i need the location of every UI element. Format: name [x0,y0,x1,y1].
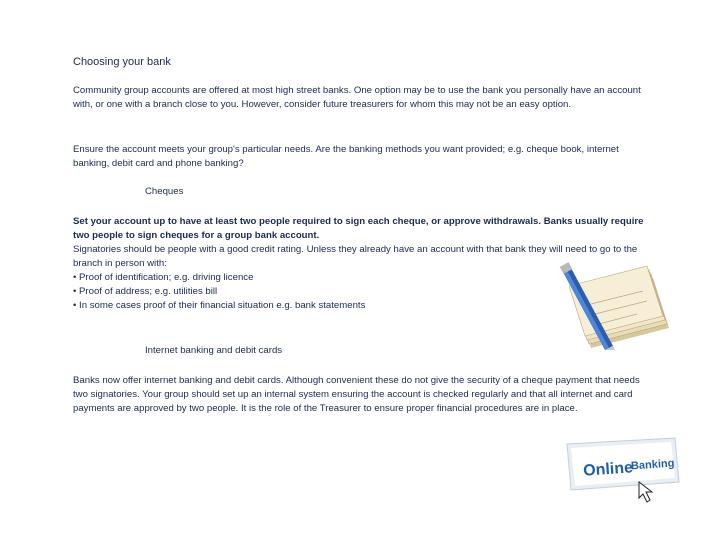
internet-heading: Internet banking and debit cards [145,345,283,356]
bullet-item: • Proof of address; e.g. utilities bill [73,286,218,297]
bullet-item: • Proof of identification; e.g. driving licence [73,272,254,283]
needs-paragraph: Ensure the account meets your group's particular needs. Are the banking methods you want provided; e.g. cheque book, internet banking, debit card and phone banking? [73,144,619,169]
cheques-heading: Cheques [145,186,184,197]
page-title: Choosing your bank [73,56,171,68]
cursor-arrow-icon [639,482,652,502]
cheques-bold-text: Set your account up to have at least two people required to sign each cheque, or approve withdrawals. Banks usually require two people to sign cheques for a group bank account. [73,216,644,241]
cheques-text: Signatories should be people with a good credit rating. Unless they already have an account with that bank they will need to go to the branch in person with: [73,244,638,269]
bullet-item: • In some cases proof of their financial situation e.g. bank statements [73,300,366,311]
internet-paragraph: Banks now offer internet banking and debit cards. Although convenient these do not give the security of a cheque payment that needs two signatories. Your group should set up an internal system ensuring the account is checked regularly and that all internet and card payments are approved by two people. It is the role of the Treasurer to ensure proper financial procedures are in place. [73,375,640,414]
logo-word-banking: Banking [630,457,675,473]
cheque-book-pen-icon [557,258,673,350]
online-banking-logo [563,436,683,506]
logo-word-online: Online [582,459,634,480]
intro-paragraph: Community group accounts are offered at most high street banks. One option may be to use the bank you personally have an account with, or one with a branch close to you. However, consider future treasurers for whom this may not be an easy option. [73,85,641,110]
